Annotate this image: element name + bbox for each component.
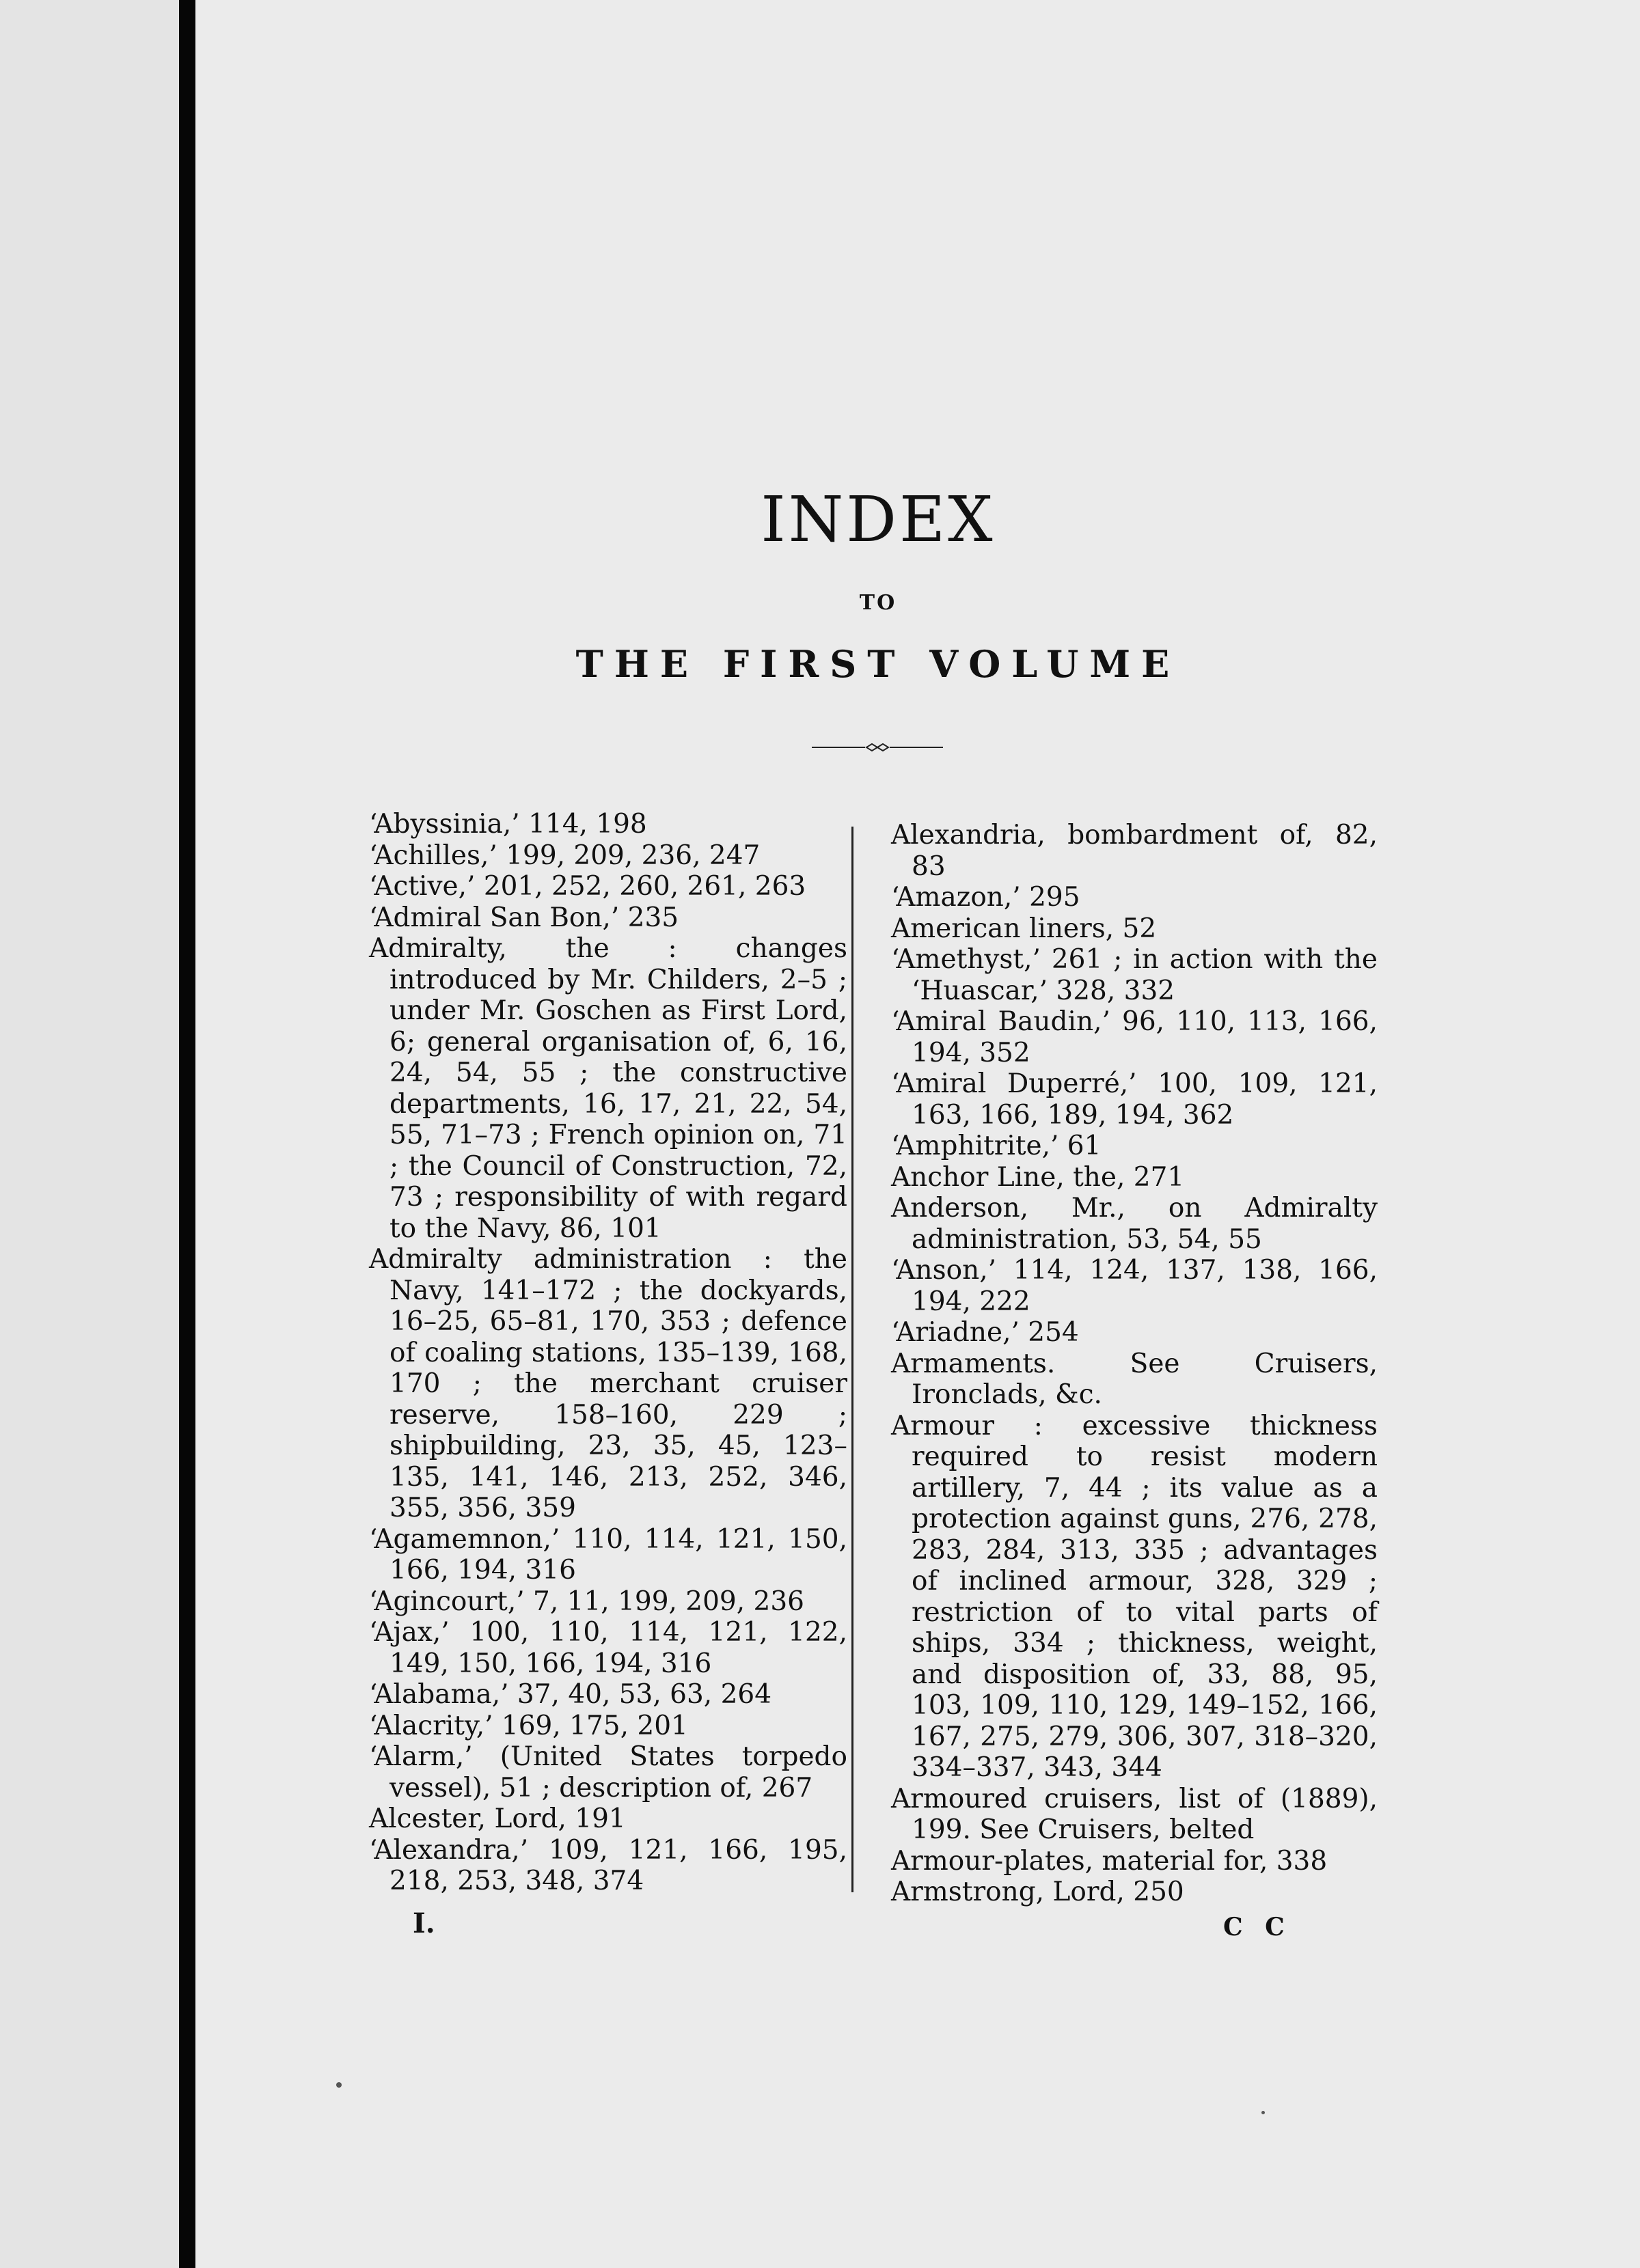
signature-mark-right: C C (1223, 1913, 1292, 1941)
index-page (195, 0, 1640, 2268)
index-entry: ‘Amiral Duperré,’ 100, 109, 121, 163, 166, 189, 194, 362 (891, 1068, 1378, 1131)
index-entry: Alexandria, bombardment of, 82, 83 (891, 820, 1378, 882)
index-entry: ‘Alabama,’ 37, 40, 53, 63, 264 (369, 1679, 772, 1710)
index-entry: ‘Agamemnon,’ 110, 114, 121, 150, 166, 194, 316 (369, 1523, 847, 1586)
index-entry: Armour : excessive thickness required to resist modern artillery, 7, 44 ; its value as a protection against guns, 276, 278, 283, 284, 313, 335 ; advantages of inclined armour, 328, 329 ; restriction of to vital parts of ships, 334 ; thickness, weight, and disposition of, 33, 88, 95, 103, 109, 110, 129, 149–152, 166, 167, 275, 279, 306, 307, 318–320, 334–337, 343, 344 (891, 1410, 1378, 1783)
index-entry: Armoured cruisers, list of (1889), 199. See Cruisers, belted (891, 1783, 1378, 1845)
index-entry: Armaments. See Cruisers, Ironclads, &c. (891, 1348, 1378, 1410)
index-entry: Anchor Line, the, 271 (891, 1161, 1185, 1193)
signature-mark-left: I. (413, 1907, 435, 1939)
index-column-left (369, 809, 847, 1897)
index-entry: Armstrong, Lord, 250 (891, 1877, 1184, 1907)
index-entry: ‘Achilles,’ 199, 209, 236, 247 (369, 840, 761, 871)
index-entry: ‘Alacrity,’ 169, 175, 201 (369, 1710, 688, 1741)
index-column-right (891, 820, 1378, 1908)
index-entry: Alcester, Lord, 191 (369, 1803, 626, 1834)
index-entry: ‘Amiral Baudin,’ 96, 110, 113, 166, 194, 352 (891, 1006, 1378, 1068)
ornament-divider (812, 743, 943, 751)
index-entry: ‘Ajax,’ 100, 110, 114, 121, 122, 149, 150, 166, 194, 316 (369, 1617, 847, 1679)
index-entry: ‘Agincourt,’ 7, 11, 199, 209, 236 (369, 1586, 804, 1617)
index-entry: American liners, 52 (891, 913, 1157, 944)
page-title: INDEX (761, 483, 996, 556)
index-entry: ‘Admiral San Bon,’ 235 (369, 902, 679, 933)
facing-page (0, 0, 179, 2268)
index-entry: ‘Alarm,’ (United States torpedo vessel), 51 ; description of, 267 (369, 1741, 847, 1803)
title-connector: TO (859, 591, 897, 615)
index-entry: ‘Alexandra,’ 109, 121, 166, 195, 218, 253, 348, 374 (369, 1834, 847, 1896)
index-entry: Admiralty administration : the Navy, 141–172 ; the dockyards, 16–25, 65–81, 170, 353 ; defence of coaling stations, 135–139, 168, 170 ; the merchant cruiser reserve, 158–160, 229 ; shipbuilding, 23, 35, 45, 123–135, 141, 146, 213, 252, 346, 355, 356, 359 (369, 1244, 847, 1523)
index-entry: ‘Amphitrite,’ 61 (891, 1131, 1102, 1161)
paper-speck (1261, 2111, 1265, 2114)
book-gutter (179, 0, 195, 2268)
index-entry: ‘Anson,’ 114, 124, 137, 138, 166, 194, 222 (891, 1255, 1378, 1317)
page-subtitle: THE FIRST VOLUME (575, 642, 1181, 686)
index-entry: ‘Amethyst,’ 261 ; in action with the ‘Huascar,’ 328, 332 (891, 944, 1378, 1006)
index-entry: ‘Active,’ 201, 252, 260, 261, 263 (369, 871, 806, 902)
paper-speck (336, 2082, 342, 2088)
column-rule (851, 827, 853, 1892)
index-entry: ‘Amazon,’ 295 (891, 882, 1080, 913)
index-entry: Anderson, Mr., on Admiralty administration, 53, 54, 55 (891, 1193, 1378, 1255)
index-entry: Admiralty, the : changes introduced by Mr. Childers, 2–5 ; under Mr. Goschen as First Lord, 6; general organisation of, 6, 16, 24, 54, 55 ; the constructive departments, 16, 17, 21, 22, 54, 55, 71–73 ; French opinion on, 71 ; the Council of Construction, 72, 73 ; responsibility of with regard to the Navy, 86, 101 (369, 933, 847, 1244)
index-entry: ‘Abyssinia,’ 114, 198 (369, 809, 647, 840)
index-entry: ‘Ariadne,’ 254 (891, 1317, 1079, 1348)
index-entry: Armour-plates, material for, 338 (891, 1845, 1328, 1877)
